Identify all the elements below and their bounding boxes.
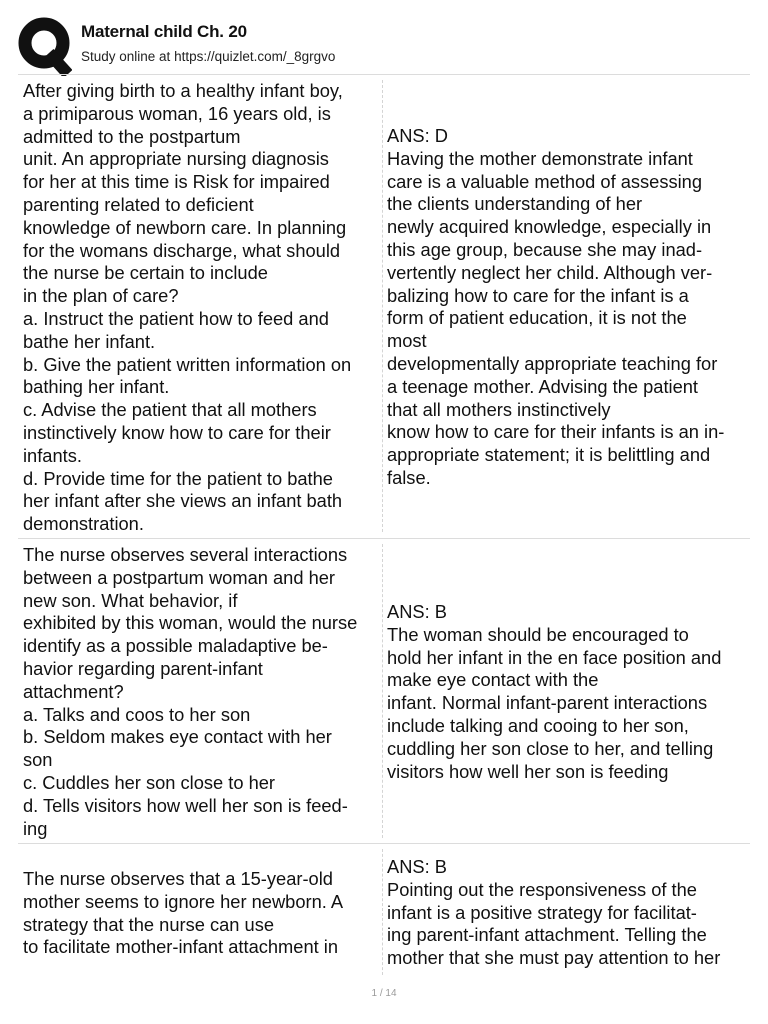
question-text-line: for the womans discharge, what should — [23, 239, 341, 261]
answer-text-line: hold her infant in the en face position and — [387, 646, 722, 668]
question-text-line: c. Advise the patient that all mothers — [23, 399, 317, 421]
page-title: Maternal child Ch. 20 — [81, 22, 247, 41]
question-text-line: The nurse observes that a 15-year-old — [23, 868, 333, 889]
answer-text-line: ANS: B — [387, 601, 447, 622]
question-text-line: b. Give the patient written information on — [23, 353, 352, 375]
question-text-line: instinctively know how to care for their — [23, 421, 331, 443]
answer-text-line: the clients understanding of her — [387, 193, 643, 215]
question-text-line: ing — [23, 817, 48, 839]
answer-text-line: include talking and cooing to her son, — [387, 714, 689, 736]
question-text-line: to facilitate mother-infant attachment in — [23, 936, 339, 958]
answer-text-line: care is a valuable method of assessing — [387, 170, 703, 192]
question-text-line: strategy that the nurse can use — [23, 913, 275, 935]
question-text-line: demonstration. — [23, 513, 144, 535]
answer-text-line: form of patient education, it is not the — [387, 307, 687, 329]
question-text-line: the nurse be certain to include — [23, 262, 268, 284]
column-divider — [382, 80, 383, 532]
quizlet-q-logo-icon — [18, 16, 72, 76]
question-text-line: The nurse observes several interactions — [23, 544, 348, 565]
card-2-answer — [387, 601, 749, 783]
question-text-line: a primiparous woman, 16 years old, is — [23, 102, 331, 124]
answer-text-line: make eye contact with the — [387, 669, 599, 691]
question-text-line: bathing her infant. — [23, 376, 170, 398]
study-online-link[interactable]: Study online at https://quizlet.com/_8grgvo — [81, 49, 336, 64]
card-1-answer — [387, 125, 749, 490]
answer-text-line: ANS: B — [387, 856, 447, 877]
answer-text-line: The woman should be encouraged to — [387, 623, 689, 645]
question-text-line: c. Cuddles her son close to her — [23, 771, 276, 793]
card-1-question — [23, 80, 379, 536]
question-text-line: attachment? — [23, 680, 124, 702]
answer-text-line: infant is a positive strategy for facilitat- — [387, 901, 697, 923]
question-text-line: havior regarding parent-infant — [23, 657, 263, 679]
answer-text-line: vertently neglect her child. Although ver- — [387, 261, 713, 283]
question-text-line: exhibited by this woman, would the nurse — [23, 612, 358, 634]
divider — [18, 538, 750, 539]
answer-text-line: this age group, because she may inad- — [387, 238, 703, 260]
question-text-line: infants. — [23, 444, 82, 466]
card-3-answer — [387, 856, 749, 970]
question-text-line: d. Tells visitors how well her son is feed- — [23, 794, 348, 816]
card-3-question — [23, 868, 379, 959]
answer-text-line: Pointing out the responsiveness of the — [387, 878, 697, 900]
card-2-question — [23, 544, 379, 840]
question-text-line: a. Talks and coos to her son — [23, 703, 251, 725]
answer-text-line: balizing how to care for the infant is a — [387, 284, 689, 306]
question-text-line: After giving birth to a healthy infant boy, — [23, 80, 343, 101]
question-text-line: unit. An appropriate nursing diagnosis — [23, 148, 329, 170]
answer-text-line: know how to care for their infants is an in- — [387, 421, 725, 443]
answer-text-line: cuddling her son close to her, and telling — [387, 737, 714, 759]
question-text-line: a. Instruct the patient how to feed and — [23, 307, 329, 329]
question-text-line: bathe her infant. — [23, 330, 156, 352]
answer-text-line: ing parent-infant attachment. Telling the — [387, 924, 707, 946]
question-text-line: b. Seldom makes eye contact with her — [23, 726, 332, 748]
divider — [18, 843, 750, 844]
question-text-line: her infant after she views an infant bath — [23, 490, 343, 512]
question-text-line: d. Provide time for the patient to bathe — [23, 467, 333, 489]
answer-text-line: visitors how well her son is feeding — [387, 760, 669, 782]
answer-text-line: infant. Normal infant-parent interactions — [387, 692, 708, 714]
column-divider — [382, 849, 383, 975]
answer-text-line: appropriate statement; it is belittling and — [387, 444, 711, 466]
question-text-line: new son. What behavior, if — [23, 589, 238, 611]
question-text-line: for her at this time is Risk for impaired — [23, 171, 330, 193]
question-text-line: parenting related to deficient — [23, 193, 254, 215]
page-header — [0, 0, 768, 74]
question-text-line: mother seems to ignore her newborn. A — [23, 890, 344, 912]
answer-text-line: mother that she must pay attention to her — [387, 947, 721, 969]
answer-text-line: Having the mother demonstrate infant — [387, 147, 693, 169]
column-divider — [382, 544, 383, 838]
answer-text-line: developmentally appropriate teaching for — [387, 352, 718, 374]
question-text-line: knowledge of newborn care. In planning — [23, 216, 347, 238]
question-text-line: son — [23, 749, 53, 771]
answer-text-line: false. — [387, 466, 431, 488]
answer-text-line: that all mothers instinctively — [387, 398, 611, 420]
answer-text-line: newly acquired knowledge, especially in — [387, 216, 712, 238]
question-text-line: admitted to the postpartum — [23, 125, 241, 147]
question-text-line: identify as a possible maladaptive be- — [23, 635, 328, 657]
answer-text-line: most — [387, 330, 427, 352]
divider — [18, 74, 750, 75]
page-number: 1 / 14 — [371, 988, 397, 999]
answer-text-line: ANS: D — [387, 125, 448, 146]
answer-text-line: a teenage mother. Advising the patient — [387, 375, 699, 397]
question-text-line: between a postpartum woman and her — [23, 566, 335, 588]
question-text-line: in the plan of care? — [23, 285, 179, 307]
